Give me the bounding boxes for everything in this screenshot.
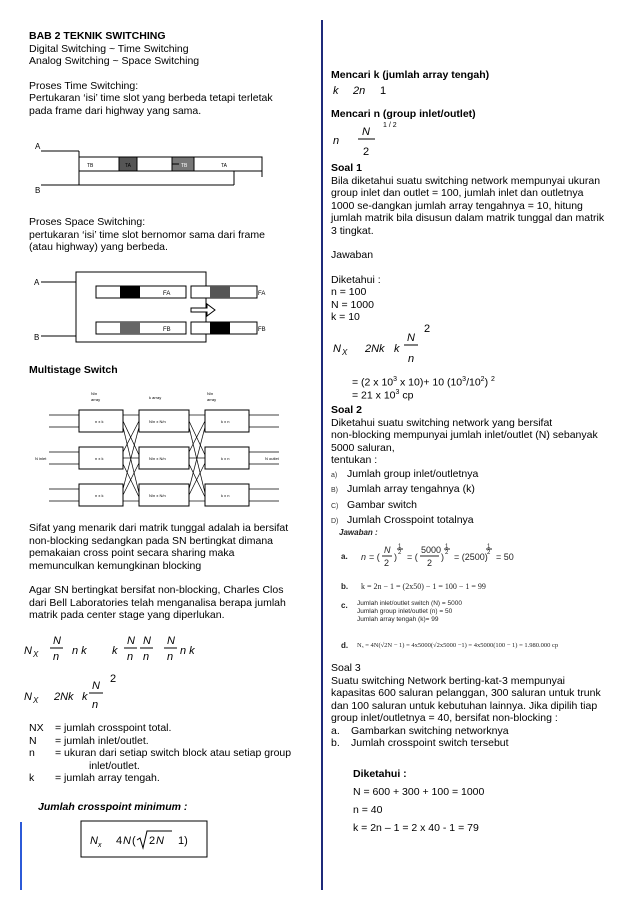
svg-text:2: 2 (149, 835, 156, 847)
list-item: C) Gambar switch (331, 498, 418, 511)
svg-text:N: N (90, 835, 98, 847)
label-b: B (35, 186, 41, 195)
svg-text:k: k (112, 645, 118, 657)
text-line: pertukaran ‘isi’ time slot bernomor sama dari frame (29, 228, 265, 241)
svg-text:k: k (82, 691, 88, 703)
svg-text:FA: FA (258, 291, 266, 297)
svg-text:N: N (127, 635, 135, 647)
svg-text:2: 2 (487, 550, 491, 556)
svg-text:n k: n k (180, 645, 195, 657)
svg-text:5000: 5000 (421, 545, 442, 555)
svg-text:TA: TA (221, 163, 228, 169)
svg-text:N: N (333, 343, 341, 355)
text-line: pada frame dari highway yang sama. (29, 104, 202, 117)
min-crosspoint-title: Jumlah crosspoint minimum : (38, 801, 188, 813)
text-line: 1000 se-dangkan jumlah array tengahnya = 10, hitung (331, 199, 583, 212)
given-line: k = 2n – 1 = 2 x 40 - 1 = 79 (353, 822, 479, 834)
svg-text:1 / 2: 1 / 2 (383, 122, 397, 129)
soal-title: Soal 3 (331, 662, 361, 674)
svg-text:1: 1 (380, 85, 387, 97)
text-line: Bila diketahui suatu switching network mempunyai ukuran (331, 174, 601, 187)
svg-text:N: N (167, 635, 175, 647)
text-line: 3 tingkat. (331, 224, 374, 237)
formula-n (331, 119, 431, 161)
text-line: Diketahui suatu switching network yang bersifat (331, 416, 553, 429)
svg-text:N: N (24, 645, 32, 657)
svg-text:2: 2 (398, 550, 402, 556)
text-line: jumlah matrik bila disusun dalam matrik tunggal dan matrik (331, 212, 605, 224)
answer-d-text: Nₓ = 4N(√2N − 1) = 4x5000(√2x5000 −1) = 4x5000(100 − 1) = 1.980.000 cp (357, 642, 559, 649)
svg-text:1: 1 (398, 544, 402, 550)
svg-text:N: N (92, 680, 100, 692)
list-item: b. Jumlah crosspoint switch tersebut (331, 737, 509, 749)
svg-text:N: N (407, 332, 415, 344)
answer-label: b. (341, 582, 349, 591)
definition-row: k = jumlah array tengah. (29, 772, 160, 784)
definitions (29, 722, 309, 785)
calc-line-2: = 21 x $10^3$ cp (352, 389, 414, 402)
svg-text:X: X (33, 650, 39, 659)
svg-text:N: N (143, 635, 151, 647)
text-line: (atau highway) yang berbeda. (29, 241, 168, 253)
svg-text:= (: = ( (407, 552, 418, 562)
multistage-title: Multistage Switch (29, 364, 118, 376)
svg-text:(: ( (132, 835, 136, 847)
svg-text:FB: FB (258, 327, 266, 333)
svg-text:n: n (92, 699, 99, 711)
answer-label: c. (341, 601, 348, 610)
svg-text:B: B (34, 333, 40, 342)
svg-text:n: n (408, 353, 415, 365)
svg-text:X: X (342, 348, 348, 357)
text-line: Sifat yang menarik dari matrik tunggal adalah ia bersifat (29, 522, 289, 534)
answer-c-line: Jumlah inlet/outlet switch (N) = 5000 (357, 600, 462, 607)
text-line: matrik pada center stage yang diperlukan. (29, 609, 225, 621)
text-line: kapasitas 600 saluran pelanggan, 300 saluran untuk trunk (331, 687, 601, 699)
svg-text:N: N (24, 691, 32, 703)
text-line: Pertukaran ‘isi’ time slot yang berbeda tetapi terletak (29, 92, 273, 104)
svg-text:TB: TB (87, 163, 94, 169)
text-line: non-blocking sedangkan pada SN bertingkat dimana (29, 534, 273, 547)
soal3-given (353, 765, 613, 837)
svg-text:n: n (53, 651, 60, 663)
svg-text:): ) (441, 552, 444, 562)
answer-a-formula (361, 540, 581, 574)
list-item: a) Jumlah group inlet/outletnya (331, 467, 479, 480)
soal-2 (331, 404, 616, 530)
svg-text:k: k (333, 85, 339, 97)
text-line: Agar SN bertingkat bersifat non-blocking, Charles Clos (29, 584, 284, 596)
svg-text:4: 4 (116, 835, 123, 847)
svg-text:N/n x N/n: N/n x N/n (149, 419, 166, 424)
text-line: memunculkan kemungkinan blocking (29, 559, 202, 572)
svg-text:array: array (207, 397, 217, 402)
svg-text:N inlet: N inlet (35, 456, 47, 461)
svg-text:2: 2 (384, 558, 390, 568)
svg-text:n k: n k (72, 645, 87, 657)
formula-nx-sum (20, 632, 220, 666)
formula-nx-2nk (20, 672, 220, 714)
text-line: Jawaban (331, 249, 374, 261)
svg-text:N outlet: N outlet (265, 456, 279, 461)
text-line: pemakaian cross point secara sharing maka (29, 547, 235, 559)
svg-text:N/n x N/n: N/n x N/n (149, 456, 166, 461)
svg-text:N/n: N/n (207, 391, 214, 396)
text-line: group inlet dan outlet = 100, jumlah inlet dan outletnya (331, 187, 584, 199)
svg-text:N: N (53, 635, 61, 647)
column-separator (321, 20, 323, 890)
text-line: n = 100 (331, 286, 367, 298)
svg-text:N: N (384, 545, 391, 555)
chapter-heading: BAB 2 TEKNIK SWITCHING (29, 30, 166, 42)
text-line: Analog Switching ~ Space Switching (29, 55, 200, 67)
svg-text:k: k (394, 343, 400, 355)
list-item: B) Jumlah array tengahnya (k) (331, 483, 475, 495)
svg-text:FA: FA (163, 291, 171, 297)
svg-text:= 50: = 50 (496, 552, 514, 562)
k-title: Mencari k (jumlah array tengah) (331, 69, 490, 81)
svg-text:1: 1 (487, 544, 491, 550)
list-item: a. Gambarkan switching networknya (331, 724, 509, 737)
svg-text:n: n (127, 651, 134, 663)
answer-label: d. (341, 641, 349, 650)
definition-row: n = ukuran dari setiap switch block atau setiap group (29, 747, 292, 759)
given-line: n = 40 (353, 804, 383, 816)
formula-k (331, 80, 431, 100)
text-line: Suatu switching Network berting-kat-3 mempunyai (331, 674, 566, 687)
soal2-list (331, 468, 616, 529)
given-title: Diketahui : (353, 768, 407, 780)
svg-text:2: 2 (110, 673, 117, 685)
formula-nx-soal1 (331, 322, 471, 368)
svg-text:= (: = ( (369, 552, 380, 562)
section-title: Proses Time Switching: (29, 79, 139, 92)
answer-b-text: k = 2n − 1 = (2x50) − 1 = 100 − 1 = 99 (361, 582, 486, 591)
svg-text:n x k: n x k (95, 456, 104, 461)
svg-text:n: n (333, 135, 340, 147)
calc-line-1: = (2 x $10^3$ x 10)+ 10 $(10^3/10^2)$ $^2$ (352, 376, 495, 389)
svg-text:1): 1) (178, 835, 188, 847)
n-title: Mencari n (group inlet/outlet) (331, 108, 476, 120)
svg-text:n: n (143, 651, 150, 663)
label-a: A (35, 142, 41, 151)
svg-text:2: 2 (424, 323, 431, 335)
svg-text:2: 2 (427, 558, 433, 568)
text-line: group inlet/outletnya = 40, bersifat non-blocking : (331, 712, 558, 724)
svg-text:k x n: k x n (221, 456, 230, 461)
soal-1 (331, 162, 616, 324)
svg-text:N: N (123, 835, 131, 847)
list-item: D) Jumlah Crosspoint totalnya (331, 514, 474, 526)
text-line: N = 1000 (331, 298, 374, 311)
svg-text:TA: TA (125, 163, 132, 169)
soal-3 (331, 662, 616, 750)
answer-c-line: Jumlah group inlet/outlet (n) = 50 (357, 608, 453, 615)
svg-text:N: N (156, 835, 164, 847)
formula-min-box (80, 820, 210, 860)
answer-c-line: Jumlah array tengah (k)= 99 (357, 616, 439, 623)
definition-row: inlet/outlet. (89, 759, 140, 772)
svg-text:n: n (167, 651, 174, 663)
svg-text:): ) (394, 552, 397, 562)
text-line: non-blocking mempunyai jumlah inlet/outlet (N) sebanyak (331, 429, 598, 441)
text-line: dari Bell Laboratories telah menganalisa berapa jumlah (29, 596, 286, 609)
multistage-diagram (29, 385, 304, 510)
svg-text:k x n: k x n (221, 419, 230, 424)
svg-text:x: x (98, 842, 102, 849)
definition-row: N = jumlah inlet/outlet. (29, 734, 149, 747)
soal-title: Soal 2 (331, 404, 362, 416)
svg-text:k x n: k x n (221, 493, 230, 498)
svg-text:n x k: n x k (95, 419, 104, 424)
svg-text:n: n (361, 552, 367, 562)
svg-text:= (2500): = (2500) (454, 552, 488, 562)
svg-text:array: array (91, 397, 101, 402)
text-line: 5000 saluran, (331, 441, 395, 454)
svg-text:N/n: N/n (91, 391, 98, 396)
svg-text:N/n x N/n: N/n x N/n (149, 493, 166, 498)
section-title: Proses Space Switching: (29, 216, 146, 228)
space-switching-diagram (29, 270, 304, 345)
answer-title: Jawaban : (339, 528, 378, 537)
text-line: dan 100 saluran untuk kebutuhan lainnya. Jika dipilih tiap (331, 699, 598, 712)
soal2-answer (335, 528, 615, 658)
svg-text:FB: FB (163, 327, 171, 333)
svg-text:2: 2 (363, 146, 370, 158)
definition-row: NX = jumlah crosspoint total. (29, 722, 172, 734)
svg-text:2n: 2n (353, 85, 366, 97)
text-line: Diketahui : (331, 273, 381, 286)
time-switching-diagram (29, 135, 299, 197)
given-line: N = 600 + 300 + 100 = 1000 (353, 786, 485, 798)
svg-text:X: X (33, 696, 39, 705)
text-line: tentukan : (331, 454, 378, 466)
sifat-paragraph (29, 522, 309, 622)
text-line: Digital Switching ~ Time Switching (29, 42, 189, 55)
svg-text:N: N (362, 126, 370, 138)
svg-text:A: A (34, 278, 40, 287)
answer-label: a. (341, 552, 348, 561)
text-line: k = 10 (331, 311, 360, 323)
space-switching-text (29, 216, 304, 254)
left-column (29, 30, 304, 117)
svg-text:2Nk: 2Nk (54, 691, 74, 703)
svg-text:2Nk: 2Nk (365, 343, 385, 355)
svg-text:n x k: n x k (95, 493, 104, 498)
margin-line (20, 822, 22, 890)
svg-text:TB: TB (181, 163, 188, 169)
svg-text:1: 1 (445, 544, 449, 550)
svg-text:k array: k array (149, 395, 162, 400)
svg-text:2: 2 (445, 550, 449, 556)
soal-title: Soal 1 (331, 162, 362, 174)
